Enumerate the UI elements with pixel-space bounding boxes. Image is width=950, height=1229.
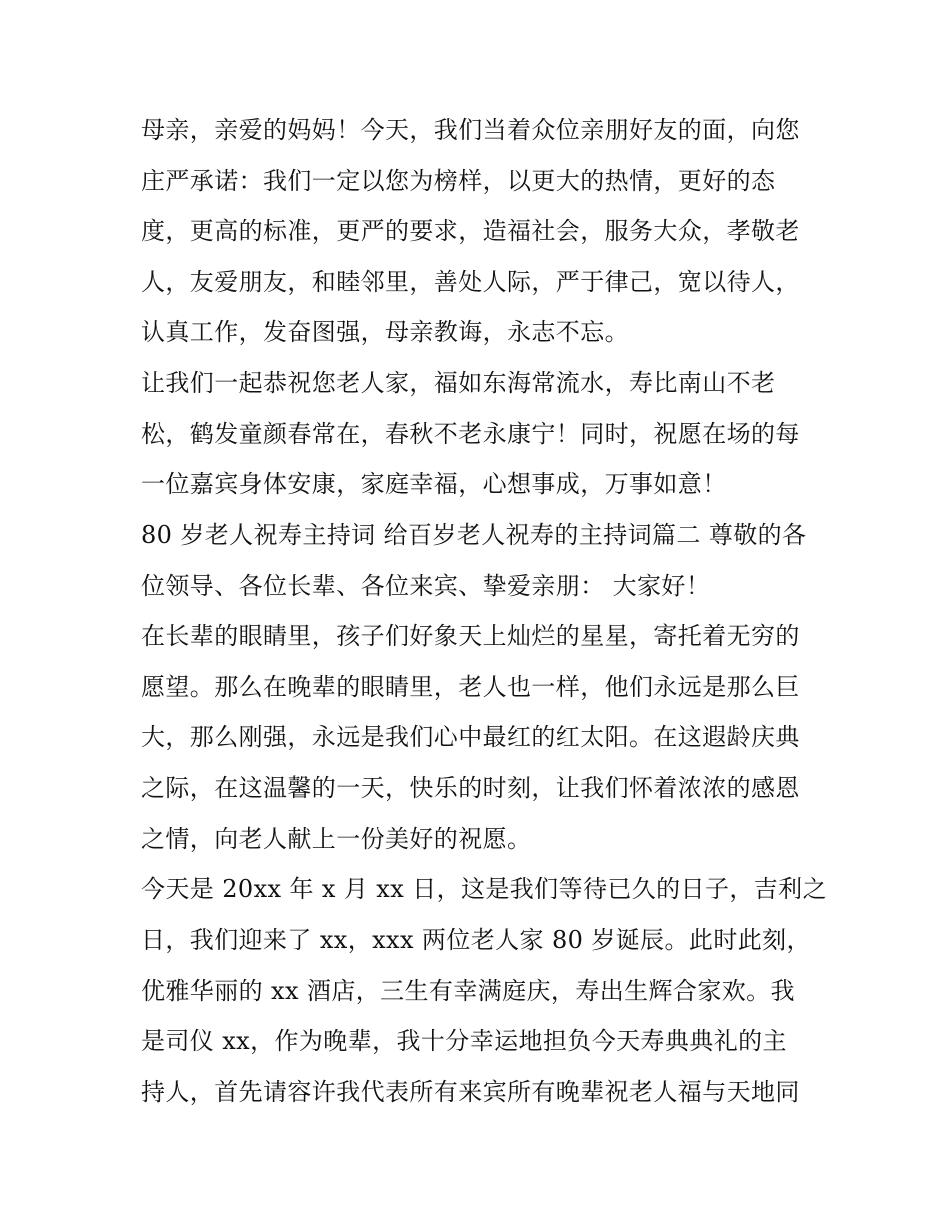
text-line: 之际，在这温馨的一天，快乐的时刻，让我们怀着浓浓的感恩 [141, 774, 800, 802]
text-line: 之情，向老人献上一份美好的祝愿。 [141, 825, 532, 853]
text-line: 持人，首先请容许我代表所有来宾所有晚辈祝老人福与天地同 [141, 1078, 800, 1106]
text-line: 松，鹤发童颜春常在，春秋不老永康宁！同时，祝愿在场的每 [141, 420, 800, 448]
text-line: 一位嘉宾身体安康，家庭幸福，心想事成，万事如意！ [141, 470, 727, 498]
text-line: 今天是 20xx 年 x 月 xx 日，这是我们等待已久的日子，吉利之 [141, 875, 827, 903]
text-line: 母亲，亲爱的妈妈！今天，我们当着众位亲朋好友的面，向您 [141, 116, 800, 144]
text-line: 愿望。那么在晚辈的眼睛里，老人也一样，他们永远是那么巨 [141, 673, 800, 701]
text-line: 大，那么刚强，永远是我们心中最红的红太阳。在这遐龄庆典 [141, 723, 800, 751]
text-line: 度，更高的标准，更严的要求，造福社会，服务大众，孝敬老 [141, 217, 800, 245]
text-line: 让我们一起恭祝您老人家，福如东海常流水，寿比南山不老 [141, 369, 776, 397]
text-line: 80 岁老人祝寿主持词 给百岁老人祝寿的主持词篇二 尊敬的各 [141, 521, 807, 549]
text-line: 认真工作，发奋图强，母亲教诲，永志不忘。 [141, 318, 629, 346]
text-line: 庄严承诺：我们一定以您为榜样，以更大的热情，更好的态 [141, 167, 776, 195]
text-line: 在长辈的眼睛里，孩子们好象天上灿烂的星星，寄托着无穷的 [141, 622, 800, 650]
text-line: 是司仪 xx，作为晚辈，我十分幸运地担负今天寿典典礼的主 [141, 1027, 787, 1055]
text-line: 位领导、各位长辈、各位来宾、挚爱亲朋： 大家好！ [141, 572, 711, 600]
text-line: 人，友爱朋友，和睦邻里，善处人际，严于律己，宽以待人， [141, 268, 800, 296]
text-line: 优雅华丽的 xx 酒店，三生有幸满庭庆，寿出生辉合家欢。我 [141, 977, 795, 1005]
text-line: 日，我们迎来了 xx，xxx 两位老人家 80 岁诞辰。此时此刻， [141, 926, 811, 954]
